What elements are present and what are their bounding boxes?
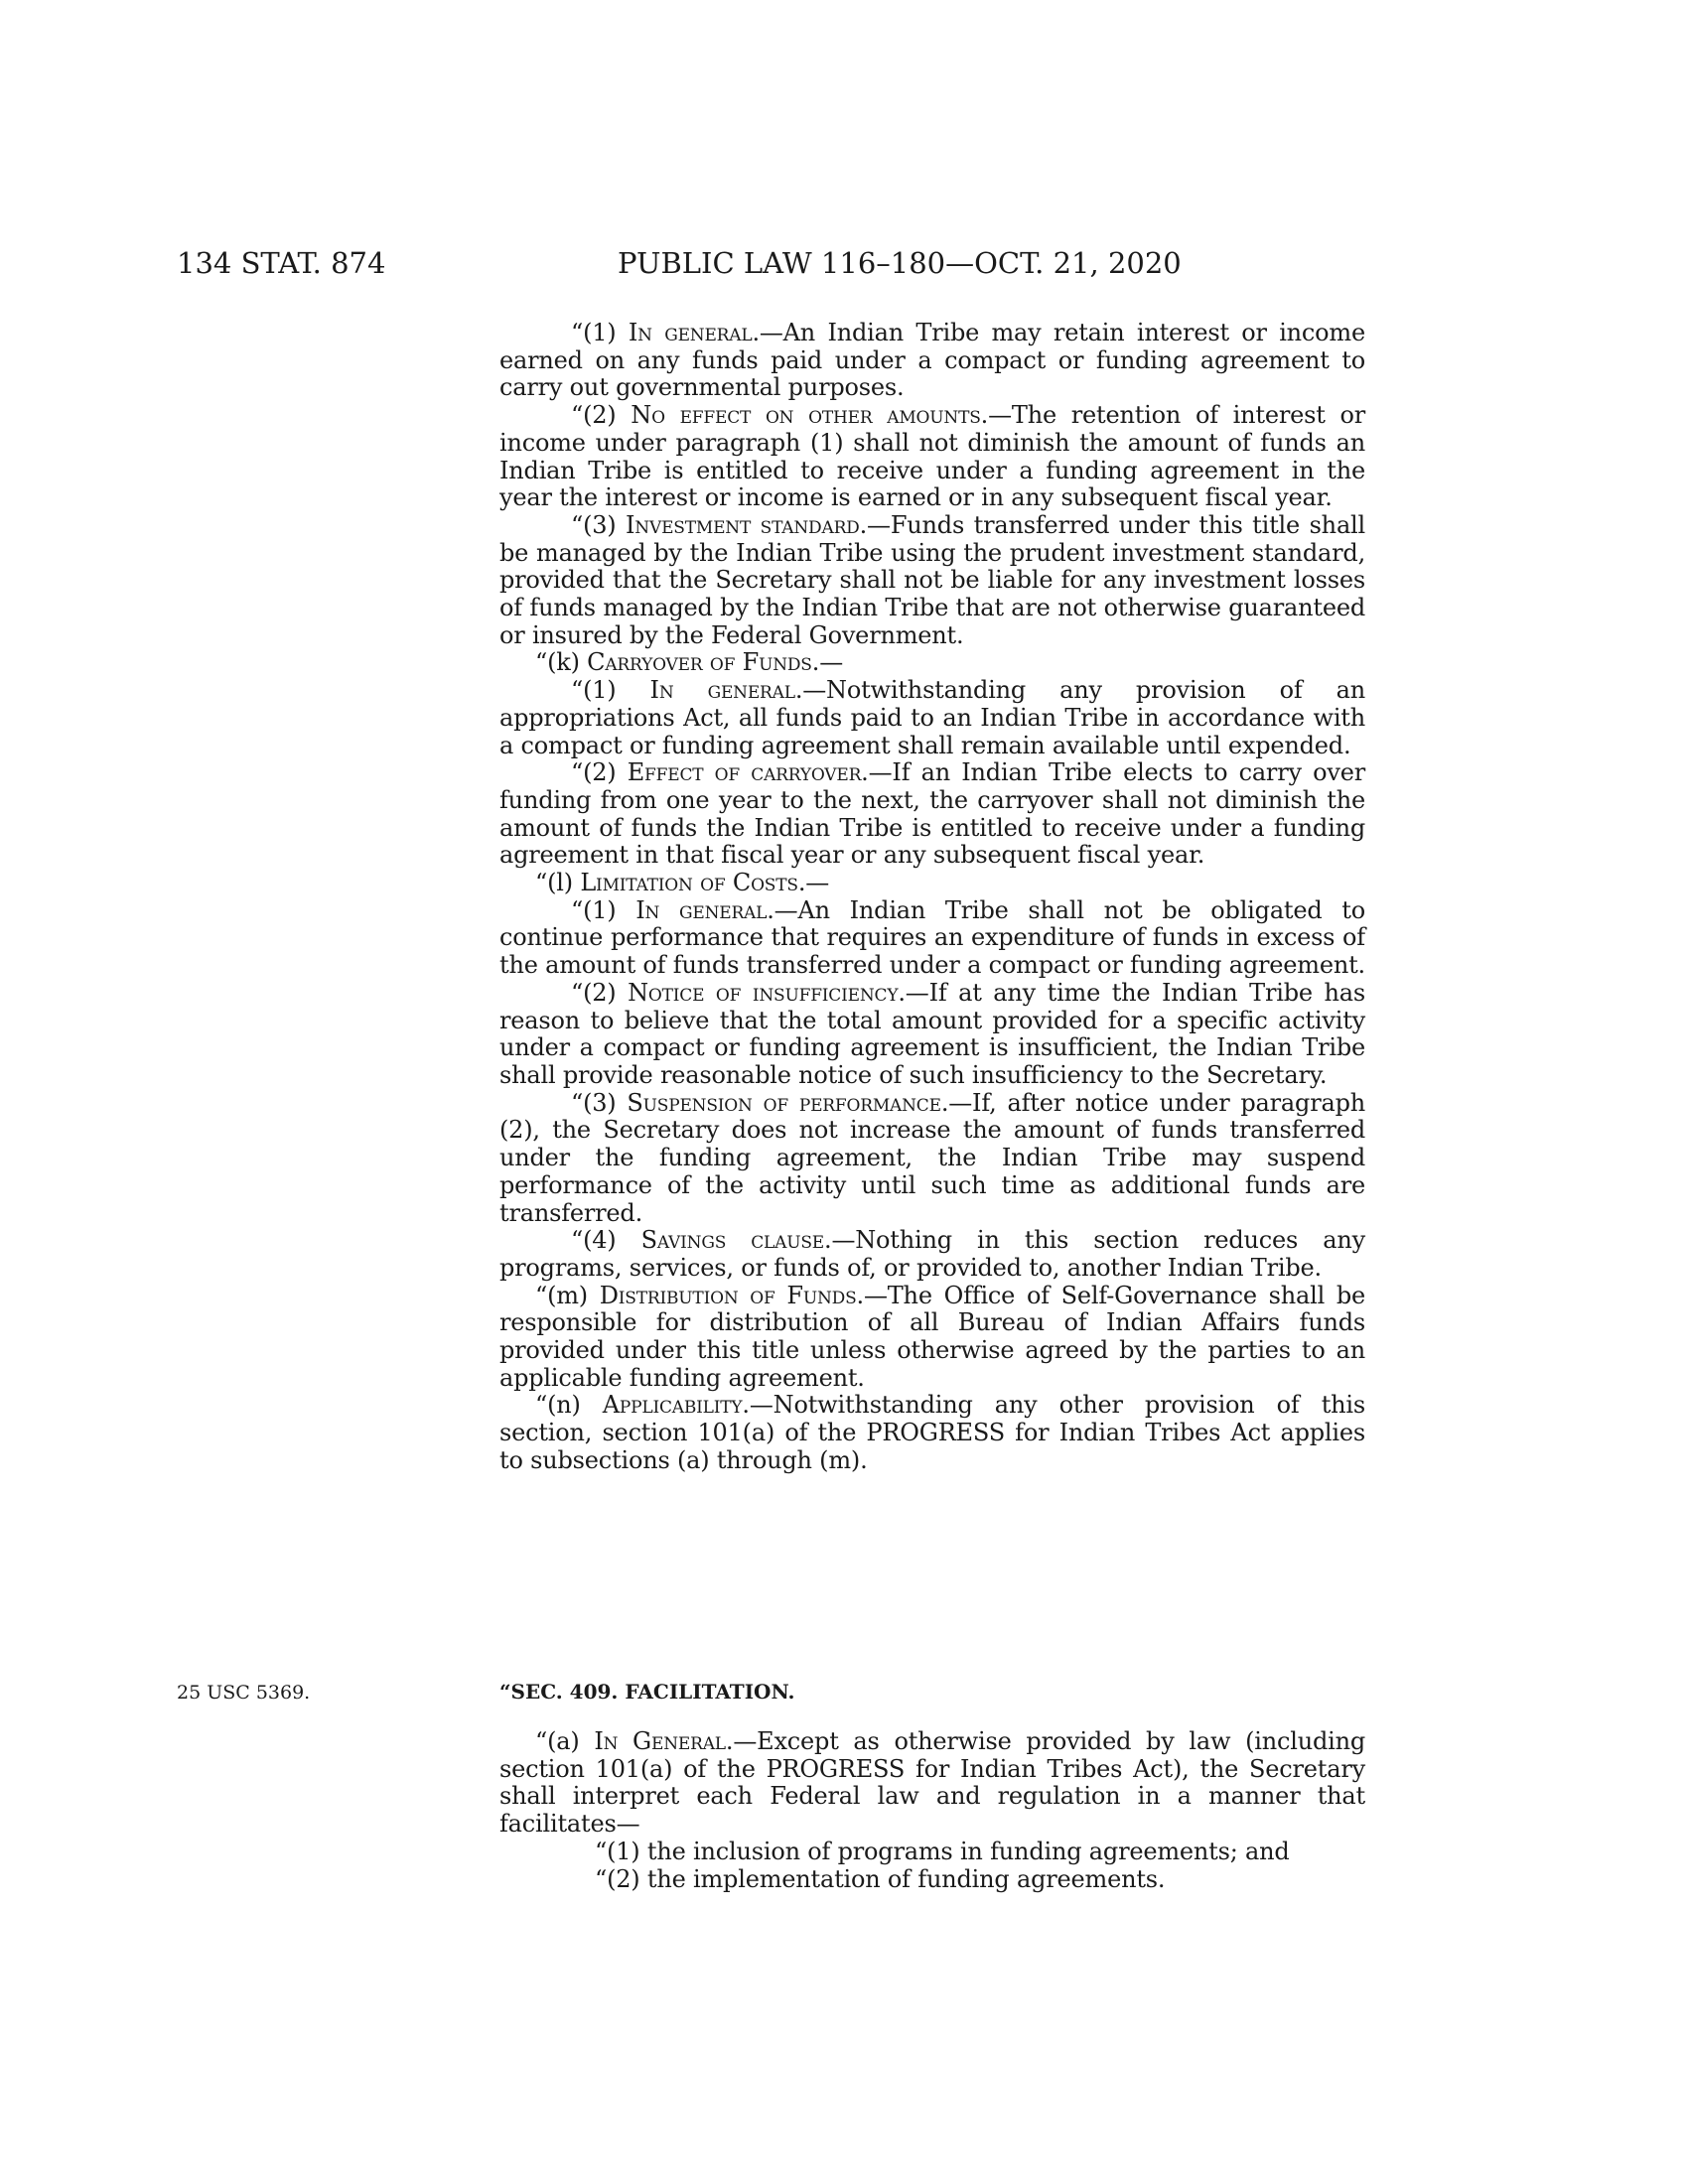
paragraph-j-3: “(3) Investment standard.—Funds transferred under this title shall be managed by the Indian Tribe using the prudent investment standard, provided that the Secretary shall not be liable for any investment losses of funds managed by the Indian Tribe that are not otherwise guaranteed or insured by the Federal Government.	[499, 510, 1366, 649]
paragraph-j-2: “(2) No effect on other amounts.—The retention of interest or income under paragraph (1) shall not diminish the amount of funds an Indian Tribe is entitled to receive under a funding agreement in the year the interest or income is earned or in any subsequent fiscal year.	[499, 401, 1366, 512]
paragraph-l-1: “(1) In general.—An Indian Tribe shall not be obligated to continue performance that requires an expenditure of funds in excess of the amount of funds transferred under a compact or funding agreement.	[499, 895, 1365, 980]
paragraph-l-3: “(3) Suspension of performance.—If, after notice under paragraph (2), the Secretary does not increase the amount of funds transferred under the funding agreement, the Indian Tribe may suspend performance of the activity until such time as additional funds are transferred.	[499, 1088, 1365, 1227]
subsection-m: “(m) Distribution of Funds.—The Office of Self-Governance shall be responsible for distribution of all Bureau of Indian Affairs funds provided under this title unless otherwise agreed by the parties to an applicable funding agreement.	[499, 1281, 1365, 1392]
section-409-item-1: “(1) the inclusion of programs in funding agreements; and	[595, 1837, 1290, 1865]
section-409-subsection-a: “(a) In General.—Except as otherwise provided by law (including section 101(a) of the PROGRESS for Indian Tribes Act), the Secretary shall interpret each Federal law and regulation in a manner that facilitates—	[499, 1727, 1366, 1839]
subsection-k-heading: “(k) Carryover of Funds.—	[535, 648, 843, 677]
paragraph-l-2: “(2) Notice of insufficiency.—If at any time the Indian Tribe has reason to believe that the total amount provided for a specific activity under a compact or funding agreement is insufficient, the Indian Tribe shall provide reasonable notice of such insufficiency to the Secretary.	[499, 978, 1365, 1089]
paragraph-k-1: “(1) In general.—Notwithstanding any provision of an appropriations Act, all funds paid to an Indian Tribe in accordance with a compact or funding agreement shall remain available until expended.	[499, 676, 1365, 759]
body-text	[499, 320, 1365, 1475]
section-heading: “SEC. 409. FACILITATION.	[499, 1680, 795, 1704]
running-title: PUBLIC LAW 116–180—OCT. 21, 2020	[618, 246, 1182, 280]
usc-marginal-note: 25 USC 5369.	[177, 1682, 311, 1704]
paragraph-l-4: “(4) Savings clause.—Nothing in this section reduces any programs, services, or funds of, or provided to, another Indian Tribe.	[499, 1226, 1365, 1282]
page-header	[0, 246, 1688, 286]
section-409-body	[499, 1728, 1365, 1893]
section-409-item-2: “(2) the implementation of funding agreements.	[595, 1864, 1166, 1893]
paragraph-k-2: “(2) Effect of carryover.—If an Indian Tribe elects to carry over funding from one year to the next, the carryover shall not diminish the amount of funds the Indian Tribe is entitled to receive under a funding agreement in that fiscal year or any subsequent fiscal year.	[499, 758, 1365, 870]
subsection-l-heading: “(l) Limitation of Costs.—	[535, 869, 830, 897]
subsection-n: “(n) Applicability.—Notwithstanding any other provision of this section, section 101(a) of the PROGRESS for Indian Tribes Act applies to subsections (a) through (m).	[499, 1391, 1365, 1474]
statute-page-reference: 134 STAT. 874	[177, 246, 386, 280]
paragraph-j-1: “(1) In general.—An Indian Tribe may retain interest or income earned on any funds paid under a compact or funding agreement to carry out governmental purposes.	[499, 319, 1365, 402]
